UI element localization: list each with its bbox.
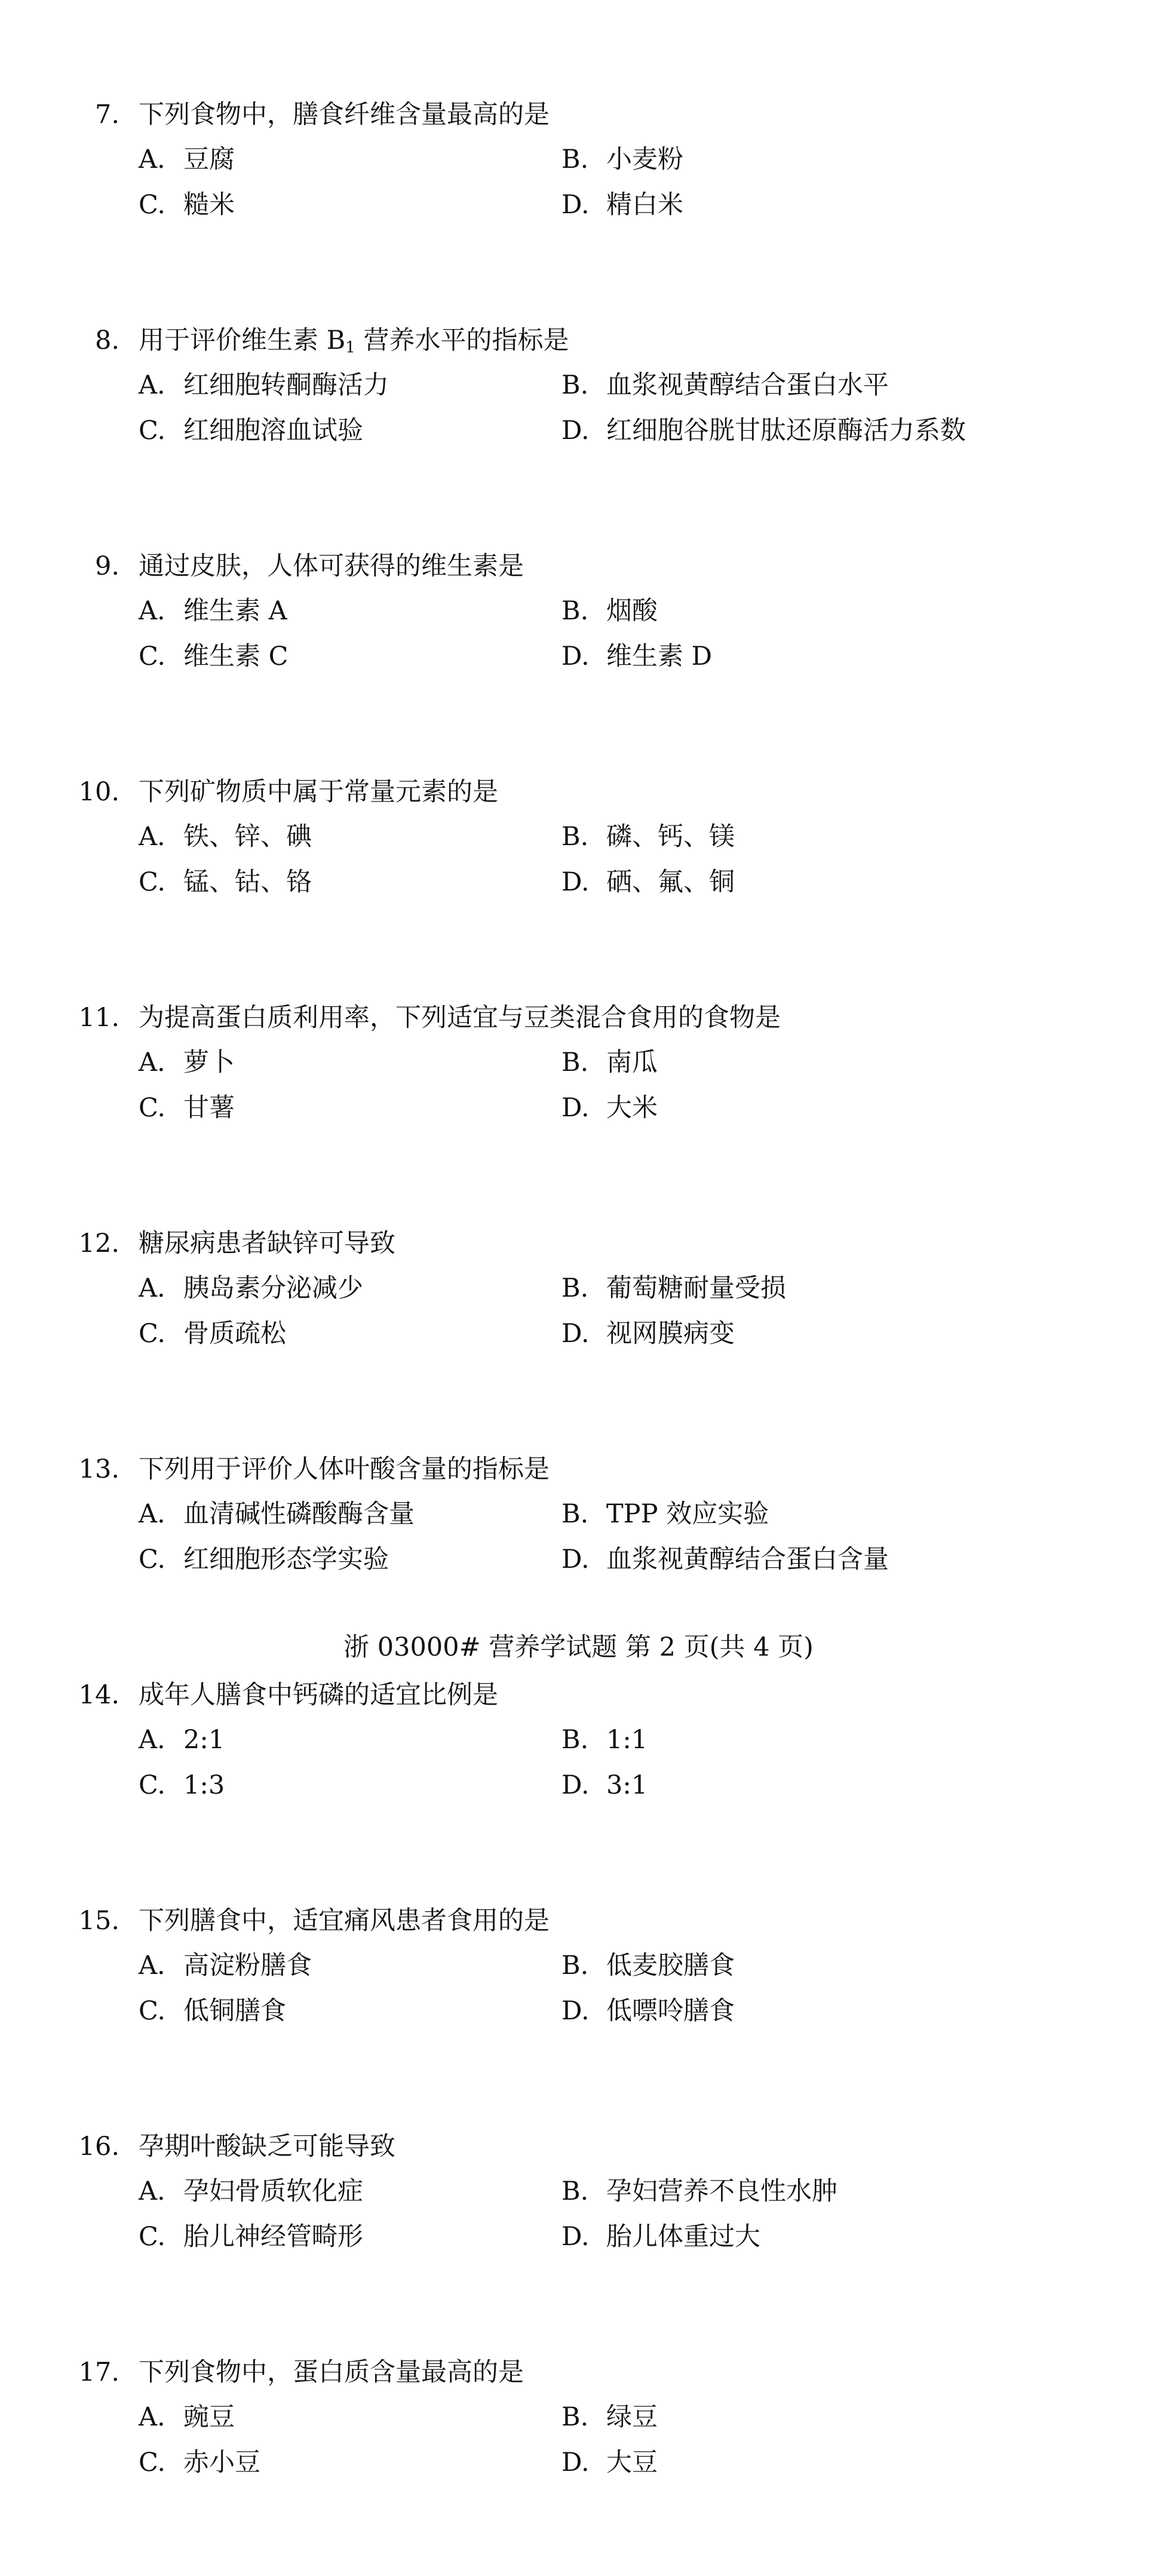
option-item	[561, 1537, 889, 1582]
option-item	[139, 1040, 235, 1085]
option-text: 磷、钙、镁	[606, 822, 735, 852]
option-text: 胰岛素分泌减少	[183, 1273, 363, 1303]
option-letter: B.	[561, 1273, 589, 1303]
option-item	[561, 2215, 760, 2259]
option-item	[561, 409, 966, 453]
question-stem-part: 用于评价维生素 B	[139, 326, 346, 355]
option-letter: B.	[561, 596, 589, 626]
question-number: 15.	[78, 1906, 119, 1936]
option-letter: A.	[139, 2402, 165, 2432]
option-item	[139, 1312, 286, 1356]
option-letter: B.	[561, 370, 589, 400]
question-stem: 下列用于评价人体叶酸含量的指标是	[139, 1454, 550, 1484]
option-text: 糙米	[183, 190, 235, 220]
option-item	[561, 860, 735, 905]
option-text: 大豆	[606, 2448, 658, 2477]
option-text: 血清碱性磷酸酶含量	[183, 1499, 415, 1529]
option-item	[139, 589, 287, 634]
option-text: 赤小豆	[183, 2448, 260, 2477]
question-stem: 通过皮肤，人体可获得的维生素是	[139, 551, 524, 581]
option-item	[561, 1312, 735, 1356]
question-stem	[139, 318, 569, 363]
option-item	[561, 1086, 658, 1131]
option-text: 骨质疏松	[183, 1319, 286, 1349]
question-item	[0, 93, 1157, 318]
option-item	[139, 137, 235, 182]
option-text: 血浆视黄醇结合蛋白含量	[606, 1545, 889, 1574]
option-text: 绿豆	[606, 2402, 658, 2432]
option-item	[561, 1040, 658, 1085]
question-item	[0, 318, 1157, 544]
option-item	[139, 2215, 363, 2259]
option-text: 低麦胶膳食	[606, 1951, 735, 1981]
option-letter: B.	[561, 1048, 589, 1077]
option-text: 南瓜	[606, 1048, 658, 1077]
option-item	[139, 634, 289, 679]
option-text: 维生素 C	[183, 641, 289, 671]
option-item	[561, 2440, 658, 2485]
question-item	[0, 1899, 1157, 2124]
option-item	[561, 815, 735, 859]
page-footer: 浙 03000# 营养学试题 第 2 页(共 4 页)	[343, 1632, 814, 1662]
question-number: 17.	[78, 2357, 119, 2387]
option-item	[139, 363, 389, 408]
option-letter: C.	[139, 867, 166, 897]
option-text: 1:1	[606, 1725, 648, 1755]
option-letter: D.	[561, 416, 590, 446]
option-letter: A.	[139, 1951, 165, 1981]
option-item	[561, 1943, 735, 1988]
option-text: 孕妇营养不良性水肿	[606, 2176, 837, 2206]
option-item	[139, 815, 312, 859]
option-text: 红细胞转酮酶活力	[183, 370, 389, 400]
option-text: 低铜膳食	[183, 1996, 286, 2026]
question-item	[0, 1673, 1157, 1899]
option-letter: A.	[139, 1725, 165, 1755]
question-stem: 为提高蛋白质利用率，下列适宜与豆类混合食用的食物是	[139, 1003, 781, 1033]
option-item	[139, 1266, 363, 1311]
option-item	[561, 1718, 647, 1763]
option-letter: C.	[139, 1770, 166, 1800]
option-item	[561, 589, 658, 634]
option-letter: B.	[561, 2176, 589, 2206]
option-text: 葡萄糖耐量受损	[606, 1273, 786, 1303]
option-item	[561, 183, 683, 228]
option-text: 豆腐	[183, 145, 235, 174]
question-stem: 糖尿病患者缺锌可导致	[139, 1229, 395, 1258]
option-text: 锰、钴、铬	[183, 867, 312, 897]
question-number: 14.	[78, 1680, 119, 1710]
question-number: 10.	[78, 777, 119, 807]
option-text: 豌豆	[183, 2402, 235, 2432]
option-item	[561, 137, 683, 182]
option-text: 3:1	[606, 1770, 648, 1800]
option-item	[561, 1266, 786, 1311]
option-text: 红细胞形态学实验	[183, 1545, 389, 1574]
option-item	[139, 1537, 389, 1582]
option-letter: C.	[139, 2448, 166, 2477]
question-number: 9.	[94, 551, 119, 581]
option-item	[139, 1763, 225, 1808]
option-text: 血浆视黄醇结合蛋白水平	[606, 370, 889, 400]
option-letter: D.	[561, 2222, 590, 2252]
option-letter: A.	[139, 1499, 165, 1529]
option-text: 孕妇骨质软化症	[183, 2176, 363, 2206]
option-text: 大米	[606, 1093, 658, 1123]
option-letter: A.	[139, 822, 165, 852]
option-text: 胎儿神经管畸形	[183, 2222, 363, 2252]
option-letter: D.	[561, 1093, 590, 1123]
option-letter: D.	[561, 2448, 590, 2477]
question-stem: 下列矿物质中属于常量元素的是	[139, 777, 498, 807]
option-letter: C.	[139, 2222, 166, 2252]
option-text: 小麦粉	[606, 145, 683, 174]
question-stem-subscript: 1	[345, 339, 355, 357]
question-list	[0, 93, 1157, 2576]
option-text: TPP 效应实验	[606, 1499, 769, 1529]
option-text: 胎儿体重过大	[606, 2222, 760, 2252]
option-text: 萝卜	[183, 1048, 235, 1077]
option-item	[139, 1718, 225, 1763]
option-item	[139, 2440, 260, 2485]
option-item	[139, 183, 235, 228]
question-number: 11.	[78, 1003, 119, 1033]
question-item	[0, 2350, 1157, 2576]
option-letter: A.	[139, 596, 165, 626]
option-item	[561, 2169, 837, 2214]
option-letter: B.	[561, 822, 589, 852]
option-text: 低嘌呤膳食	[606, 1996, 735, 2026]
option-item	[139, 1943, 312, 1988]
option-letter: C.	[139, 416, 166, 446]
question-number: 7.	[94, 100, 119, 130]
option-letter: D.	[561, 641, 590, 671]
option-letter: A.	[139, 145, 165, 174]
option-letter: A.	[139, 370, 165, 400]
option-letter: C.	[139, 1545, 166, 1574]
option-letter: C.	[139, 1996, 166, 2026]
option-item	[561, 1989, 735, 2034]
option-item	[139, 1492, 415, 1537]
question-number: 8.	[94, 326, 119, 355]
option-text: 视网膜病变	[606, 1319, 735, 1349]
question-number: 13.	[78, 1454, 119, 1484]
option-letter: C.	[139, 190, 166, 220]
option-text: 烟酸	[606, 596, 658, 626]
question-stem: 下列食物中，膳食纤维含量最高的是	[139, 100, 550, 130]
option-letter: D.	[561, 1545, 590, 1574]
option-item	[139, 2395, 235, 2440]
option-text: 精白米	[606, 190, 683, 220]
option-letter: B.	[561, 1499, 589, 1529]
option-item	[139, 1086, 235, 1131]
option-text: 维生素 D	[606, 641, 713, 671]
option-letter: B.	[561, 1951, 589, 1981]
option-text: 铁、锌、碘	[183, 822, 312, 852]
option-letter: B.	[561, 145, 589, 174]
option-item	[139, 409, 363, 453]
option-text: 维生素 A	[183, 596, 287, 626]
option-letter: C.	[139, 1319, 166, 1349]
option-text: 甘薯	[183, 1093, 235, 1123]
option-letter: C.	[139, 1093, 166, 1123]
option-item	[561, 2395, 658, 2440]
question-item	[0, 770, 1157, 996]
option-letter: B.	[561, 2402, 589, 2432]
option-item	[561, 363, 889, 408]
question-item	[0, 544, 1157, 770]
option-letter: A.	[139, 1273, 165, 1303]
option-item	[139, 2169, 363, 2214]
question-stem: 成年人膳食中钙磷的适宜比例是	[139, 1680, 498, 1710]
option-text: 硒、氟、铜	[606, 867, 735, 897]
option-text: 红细胞谷胱甘肽还原酶活力系数	[606, 416, 966, 446]
question-stem: 孕期叶酸缺乏可能导致	[139, 2132, 395, 2161]
question-item	[0, 996, 1157, 1221]
option-letter: B.	[561, 1725, 589, 1755]
option-letter: A.	[139, 1048, 165, 1077]
question-number: 16.	[78, 2132, 119, 2161]
question-item	[0, 2124, 1157, 2350]
option-item	[561, 634, 712, 679]
question-stem-part: 营养水平的指标是	[355, 326, 569, 355]
option-text: 高淀粉膳食	[183, 1951, 312, 1981]
option-text: 2:1	[183, 1725, 225, 1755]
option-item	[561, 1492, 769, 1537]
option-text: 红细胞溶血试验	[183, 416, 363, 446]
option-item	[561, 1763, 647, 1808]
question-stem: 下列食物中，蛋白质含量最高的是	[139, 2357, 524, 2387]
question-number: 12.	[78, 1229, 119, 1258]
question-item	[0, 1221, 1157, 1447]
option-text: 1:3	[183, 1770, 225, 1800]
option-letter: D.	[561, 1996, 590, 2026]
option-item	[139, 1989, 286, 2034]
option-letter: C.	[139, 641, 166, 671]
question-stem: 下列膳食中，适宜痛风患者食用的是	[139, 1906, 550, 1936]
option-item	[139, 860, 312, 905]
option-letter: D.	[561, 190, 590, 220]
option-letter: D.	[561, 1319, 590, 1349]
option-letter: D.	[561, 1770, 590, 1800]
option-letter: A.	[139, 2176, 165, 2206]
option-letter: D.	[561, 867, 590, 897]
